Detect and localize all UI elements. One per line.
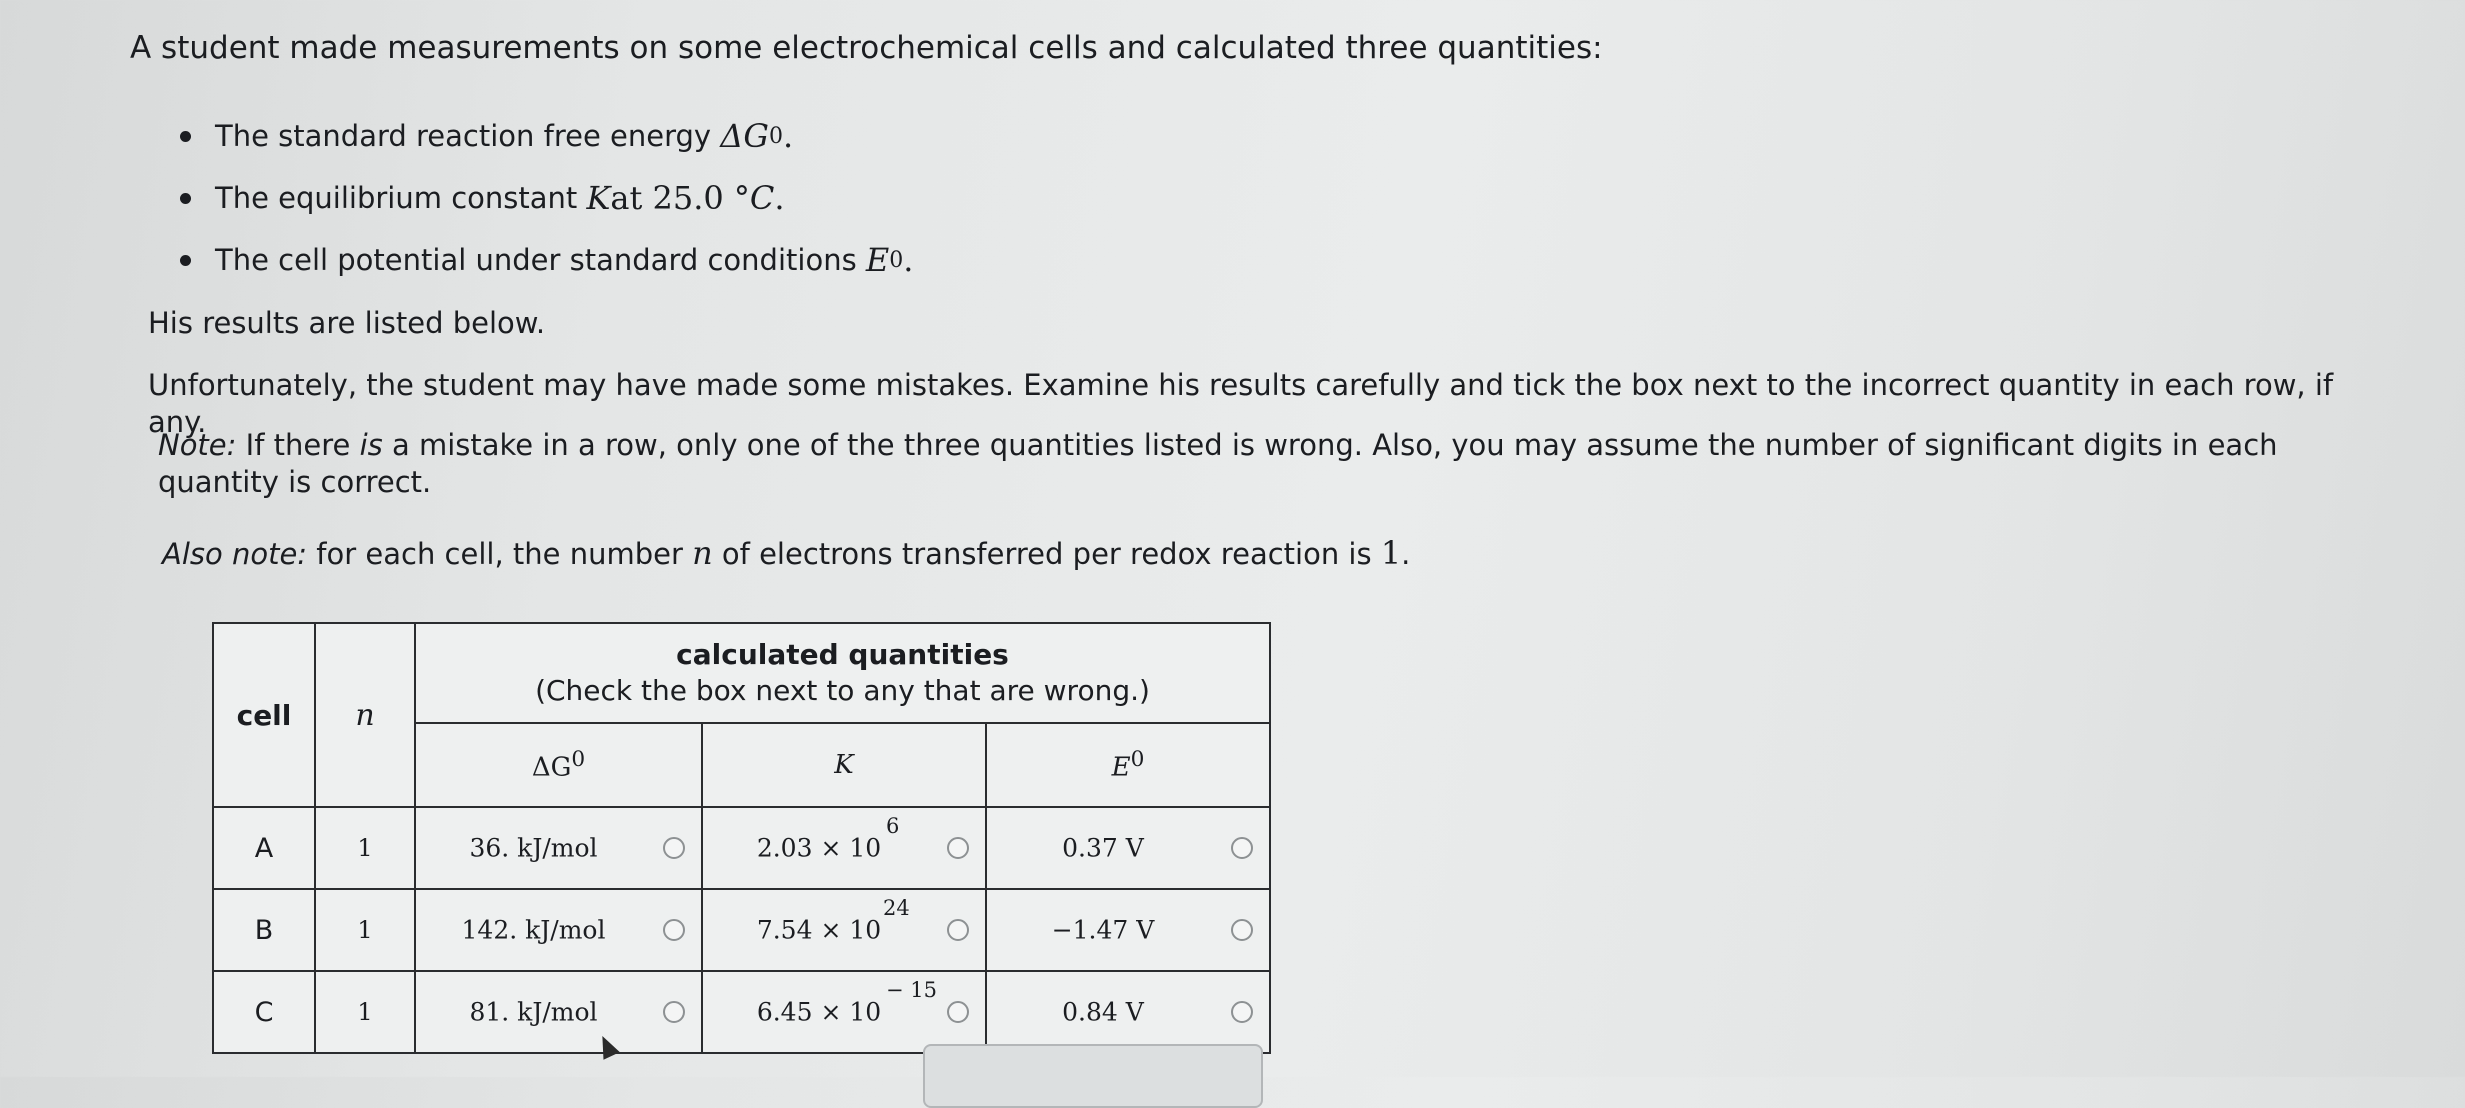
list-item: The standard reaction free energy ΔG 0 .	[180, 105, 913, 167]
electron-count: 1	[315, 807, 415, 889]
delta-g-radio[interactable]	[663, 1001, 685, 1023]
delta-g-radio[interactable]	[663, 919, 685, 941]
table-row	[213, 889, 1270, 971]
results-table	[212, 622, 1271, 1054]
column-header-delta-g: $\Delta G^0$	[415, 723, 702, 807]
k-value: 6.45 × 10 − 15	[702, 971, 986, 1053]
electron-count: 1	[315, 971, 415, 1053]
cell-name: B	[213, 889, 315, 971]
e-radio[interactable]	[1231, 837, 1253, 859]
quantity-list	[180, 105, 913, 291]
partially-visible-button[interactable]	[923, 1044, 1263, 1108]
bullet-icon	[180, 255, 191, 266]
k-radio[interactable]	[947, 1001, 969, 1023]
column-header-e: $E^0$	[986, 723, 1270, 807]
cell-name: A	[213, 807, 315, 889]
k-radio[interactable]	[947, 837, 969, 859]
delta-g-value: 142. kJ/mol	[415, 889, 702, 971]
note: Note: If there is a mistake in a row, only one of the three quantities listed is wrong. Also, you may assume the number of significant digits in each quantity is correct.	[158, 428, 2278, 499]
electron-count: 1	[315, 889, 415, 971]
e-value: 0.84 V	[986, 971, 1270, 1053]
table-row	[213, 971, 1270, 1053]
cell-name: C	[213, 971, 315, 1053]
e-radio[interactable]	[1231, 1001, 1253, 1023]
k-value: 2.03 × 10 6	[702, 807, 986, 889]
e-value: 0.37 V	[986, 807, 1270, 889]
e-radio[interactable]	[1231, 919, 1253, 941]
column-header-n: n	[315, 623, 415, 807]
bullet-icon	[180, 131, 191, 142]
bullet-icon	[180, 193, 191, 204]
also-note: Also note: for each cell, the number n of electrons transferred per redox reaction is 1.	[162, 534, 1411, 572]
k-radio[interactable]	[947, 919, 969, 941]
delta-g-value: 36. kJ/mol	[415, 807, 702, 889]
column-header-cell: cell	[213, 623, 315, 807]
intro-text: A student made measurements on some electrochemical cells and calculated three quantities:	[130, 30, 1603, 66]
column-header-k: K	[702, 723, 986, 807]
column-header-calculated: calculated quantities (Check the box next to any that are wrong.)	[415, 623, 1270, 723]
list-item: The cell potential under standard conditions E 0 .	[180, 229, 913, 291]
instructions: Unfortunately, the student may have made some mistakes. Examine his results carefully and tick the box next to the incorrect quantity in each row, if any.	[148, 368, 2334, 439]
table-row	[213, 807, 1270, 889]
list-item: The equilibrium constant K at 25.0 ° C .	[180, 167, 913, 229]
delta-g-radio[interactable]	[663, 837, 685, 859]
k-value: 7.54 × 10 24	[702, 889, 986, 971]
delta-g-value: 81. kJ/mol	[415, 971, 702, 1053]
e-value: −1.47 V	[986, 889, 1270, 971]
results-intro: His results are listed below.	[148, 306, 546, 340]
